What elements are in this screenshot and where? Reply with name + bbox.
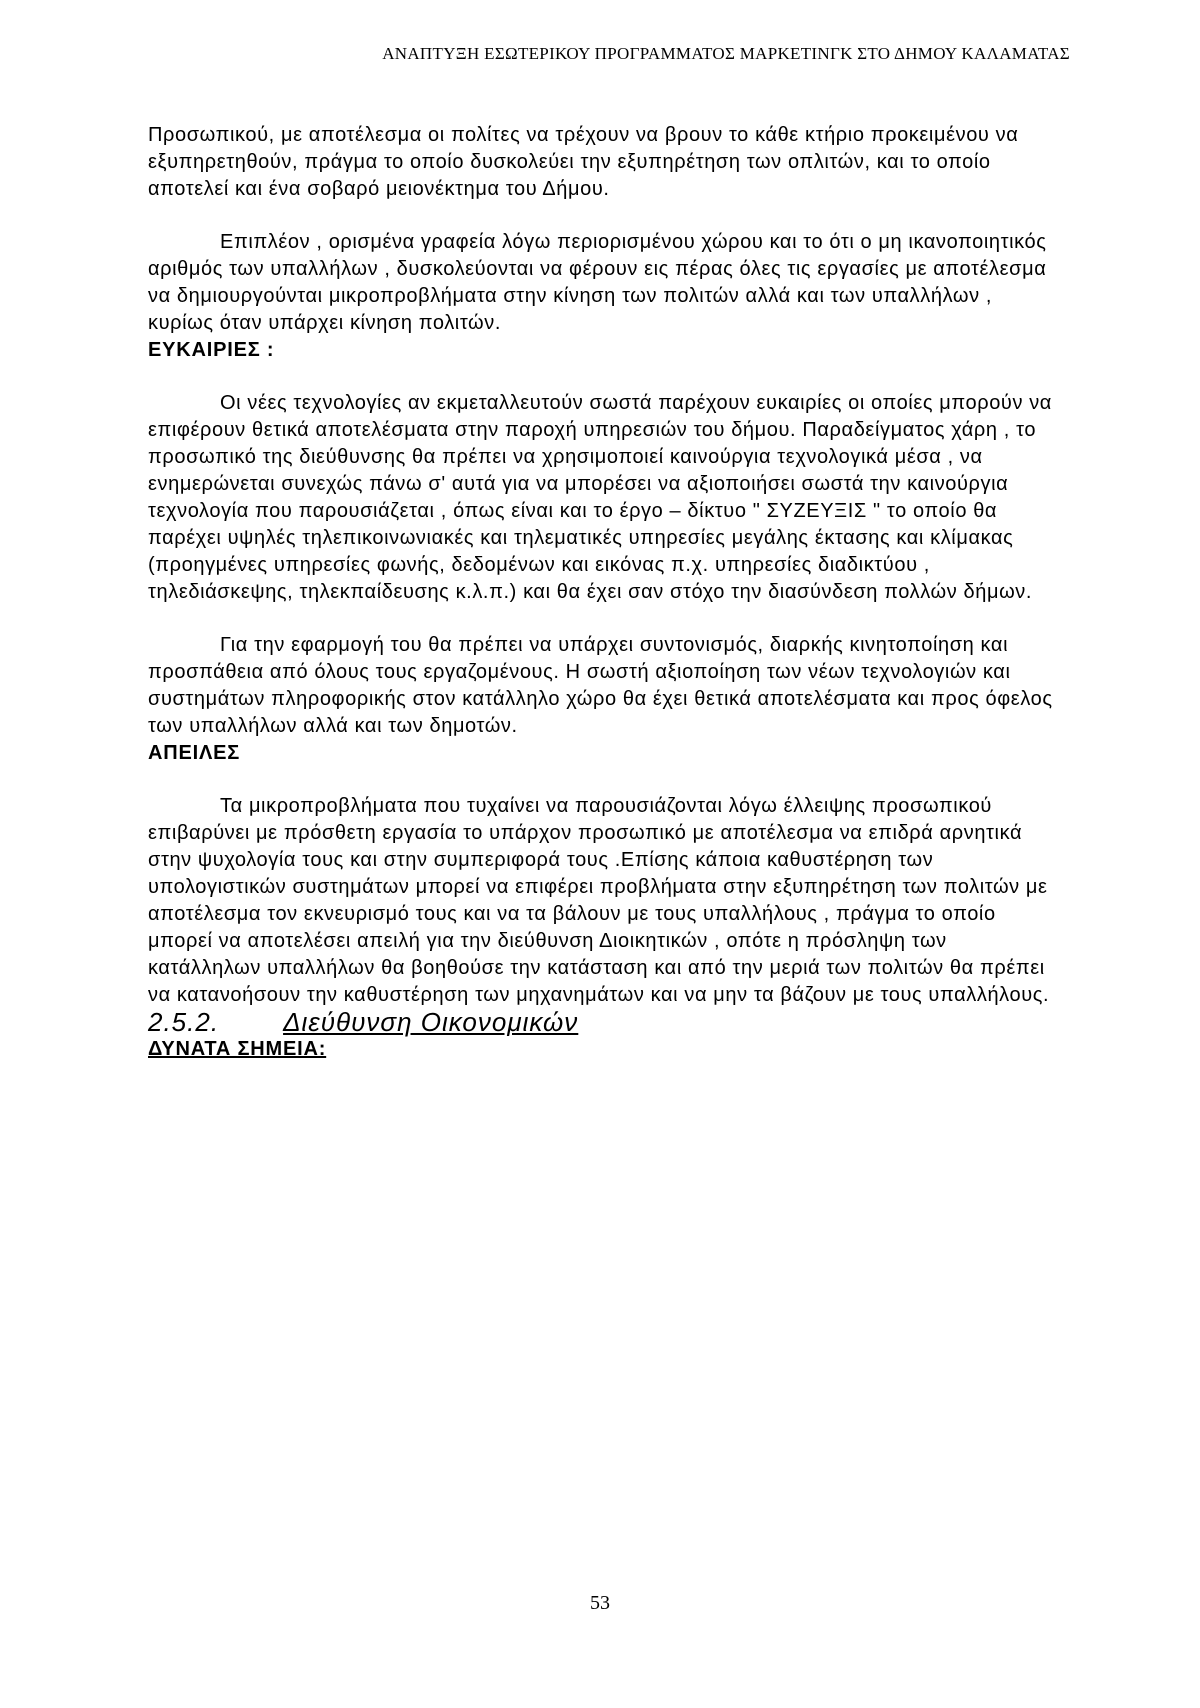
paragraph-threats: Τα μικροπροβλήματα που τυχαίνει να παρουσιάζονται λόγω έλλειψης προσωπικού επιβαρύνει με πρόσθετη εργασία το υπάρχον προσωπικό με αποτέλεσμα να επιδρά αρνητικά στην ψυχολογία τους και στην συμπεριφορά τους .Επίσης κάποια καθυστέρηση των υπολογιστικών συστημάτων μπορεί να επιφέρει προβλήματα στην εξυπηρέτηση των πολιτών με αποτέλεσμα τον εκνευρισμό τους και να τα βάλουν με τους υπαλλήλους , πράγμα το οποίο μπορεί να αποτελέσει απειλή για την διεύθυνση Διοικητικών , οπότε η πρόσληψη των κατάλληλων υπαλλήλων θα βοηθούσε την κατάσταση και από την μεριά των πολιτών θα πρέπει να κατανοήσουν την καθυστέρηση των μηχανημάτων και να μην τα βάζουν με τους υπαλλήλους. xyxy=(148,795,1050,1006)
heading-strengths: ΔΥΝΑΤΑ ΣΗΜΕΙΑ: xyxy=(148,1038,327,1060)
section-number: 2.5.2. xyxy=(148,1007,220,1037)
running-header: ΑΝΑΠΤΥΞΗ ΕΣΩΤΕΡΙΚΟΥ ΠΡΟΓΡΑΜΜΑΤΟΣ ΜΑΡΚΕΤΙΝΓΚ ΣΤΟ ΔΗΜΟΥ ΚΑΛΑΜΑΤΑΣ xyxy=(382,44,1070,63)
heading-threats: ΑΠΕΙΛΕΣ xyxy=(148,742,241,764)
section-name: Διεύθυνση Οικονομικών xyxy=(283,1007,579,1037)
heading-opportunities: ΕΥΚΑΙΡΙΕΣ : xyxy=(148,339,275,361)
page-number: 53 xyxy=(590,1592,610,1614)
paragraph-limited-space: Επιπλέον , ορισμένα γραφεία λόγω περιορισμένου χώρου και το ότι ο μη ικανοποιητικός αριθμός των υπαλλήλων , δυσκολεύονται να φέρουν εις πέρας όλες τις εργασίες με αποτέλεσμα να δημιουργούνται μικροπροβλήματα στην κίνηση των πολιτών αλλά και των υπαλλήλων , κυρίως όταν υπάρχει κίνηση πολιτών. xyxy=(148,231,1047,334)
paragraph-new-technologies: Οι νέες τεχνολογίες αν εκμεταλλευτούν σωστά παρέχουν ευκαιρίες οι οποίες μπορούν να επιφέρουν θετικά αποτελέσματα στην παροχή υπηρεσιών του δήμου. Παραδείγματος χάρη , το προσωπικό της διεύθυνσης θα πρέπει να χρησιμοποιεί καινούργια τεχνολογικά μέσα , να ενημερώνεται συνεχώς πάνω σ' αυτά για να μπορέσει να αξιοποιήσει σωστά την καινούργια τεχνολογία που παρουσιάζεται , όπως είναι και το έργο – δίκτυο " ΣΥΖΕΥΞΙΣ " το οποίο θα παρέχει υψηλές τηλεπικοινωνιακές και τηλεματικές υπηρεσίες μεγάλης έκτασης και κλίμακας (προηγμένες υπηρεσίες φωνής, δεδομένων και εικόνας π.χ. υπηρεσίες διαδικτύου , τηλεδιάσκεψης, τηλεκπαίδευσης κ.λ.π.) και θα έχει σαν στόχο την διασύνδεση πολλών δήμων. xyxy=(148,392,1052,603)
section-title xyxy=(148,1009,1058,1036)
paragraph-staff-buildings: Προσωπικού, με αποτέλεσμα οι πολίτες να τρέχουν να βρουν το κάθε κτήριο προκειμένου να εξυπηρετηθούν, πράγμα το οποίο δυσκολεύει την εξυπηρέτηση των οπλιτών, και το οποίο αποτελεί και ένα σοβαρό μειονέκτημα του Δήμου. xyxy=(148,124,1019,200)
document-body xyxy=(148,122,1058,1063)
paragraph-implementation: Για την εφαρμογή του θα πρέπει να υπάρχει συντονισμός, διαρκής κινητοποίηση και προσπάθεια από όλους τους εργαζομένους. Η σωστή αξιοποίηση των νέων τεχνολογιών και συστημάτων πληροφορικής στον κατάλληλο χώρο θα έχει θετικά αποτελέσματα και προς όφελος των υπαλλήλων αλλά και των δημοτών. xyxy=(148,634,1053,737)
